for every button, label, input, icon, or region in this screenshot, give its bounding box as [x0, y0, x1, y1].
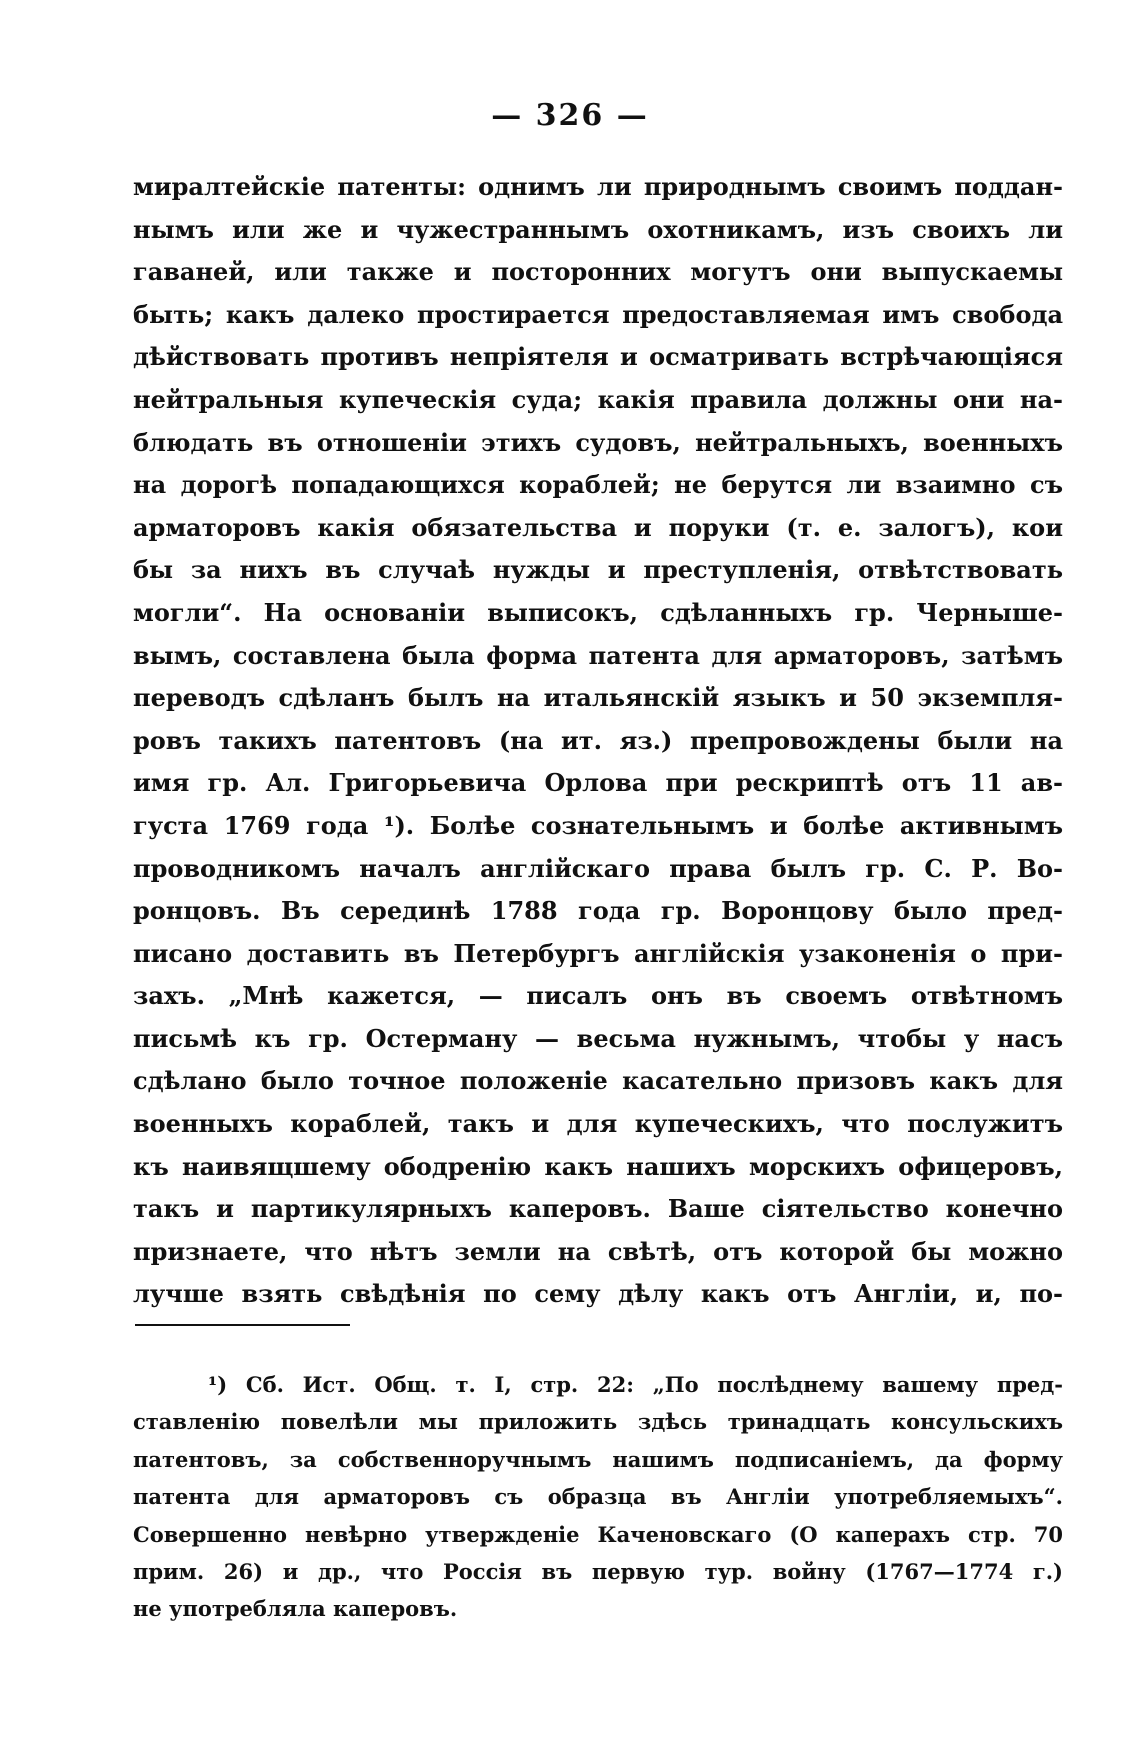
- page-number: — 326 —: [491, 98, 649, 133]
- main-text-body: [133, 166, 1063, 1316]
- text-line: имя гр. Ал. Григорьевича Орлова при рескриптѣ отъ 11 ав-: [133, 768, 1063, 798]
- text-line: блюдать въ отношеніи этихъ судовъ, нейтральныхъ, военныхъ: [133, 427, 1063, 457]
- text-line: арматоровъ какія обязательства и поруки (т. е. залогъ), кои: [133, 512, 1063, 542]
- text-line: проводникомъ началъ англійскаго права былъ гр. С. Р. Во-: [133, 853, 1063, 883]
- text-line: лучше взять свѣдѣнія по сему дѣлу какъ отъ Англіи, и, по-: [133, 1279, 1063, 1309]
- text-line: признаете, что нѣтъ земли на свѣтѣ, отъ которой бы можно: [133, 1236, 1063, 1266]
- text-line: нейтральныя купеческія суда; какія правила должны они на-: [133, 384, 1063, 414]
- text-line: дѣйствовать противъ непріятеля и осматривать встрѣчающіяся: [133, 342, 1063, 372]
- text-line: ровъ такихъ патентовъ (на ит. яз.) препровождены были на: [133, 725, 1063, 755]
- text-line: письмѣ къ гр. Остерману — весьма нужнымъ, чтобы у насъ: [133, 1023, 1063, 1053]
- text-line: быть; какъ далеко простирается предоставляемая имъ свобода: [133, 299, 1063, 329]
- text-line: гаваней, или также и посторонних могутъ они выпускаемы: [133, 257, 1063, 287]
- text-line: нымъ или же и чужестраннымъ охотникамъ, изъ своихъ ли: [133, 214, 1063, 244]
- text-line: вымъ, составлена была форма патента для арматоровъ, затѣмъ: [133, 640, 1063, 670]
- footnote-line: ставленію повелѣли мы приложить здѣсь тринадцать консульскихъ: [133, 1409, 1063, 1435]
- footnote-line: прим. 26) и др., что Россія въ первую тур. войну (1767—1774 г.): [133, 1558, 1063, 1584]
- footnote-line: ¹) Сб. Ист. Общ. т. I, стр. 22: „По послѣднему вашему пред-: [208, 1372, 1063, 1397]
- text-line: писано доставить въ Петербургъ англійскія узаконенія о при-: [133, 938, 1063, 968]
- footnote-line: не употребляла каперовъ.: [133, 1596, 458, 1622]
- text-line: могли“. На основаніи выписокъ, сдѣланныхъ гр. Чернышe-: [133, 597, 1063, 627]
- text-line: военныхъ кораблей, такъ и для купеческихъ, что послужитъ: [133, 1109, 1063, 1139]
- text-line: ронцовъ. Въ серединѣ 1788 года гр. Воронцову было пред-: [133, 896, 1063, 926]
- text-line: захъ. „Мнѣ кажется, — писалъ онъ въ своемъ отвѣтномъ: [133, 981, 1063, 1011]
- text-line: переводъ сдѣланъ былъ на итальянскій языкъ и 50 экземпля-: [133, 683, 1063, 713]
- text-line: къ наивящшему ободренію какъ нашихъ морскихъ офицеровъ,: [133, 1151, 1063, 1181]
- footnote-separator: [135, 1324, 350, 1326]
- text-line: бы за нихъ въ случаѣ нужды и преступленія, отвѣтствовать: [133, 555, 1063, 585]
- footnote-line: Совершенно невѣрно утвержденіе Каченовскаго (О каперахъ стр. 70: [133, 1521, 1063, 1547]
- footnote: [133, 1366, 1063, 1628]
- text-line: на дорогѣ попадающихся кораблей; не берутся ли взаимно съ: [133, 470, 1063, 500]
- text-line: такъ и партикулярныхъ каперовъ. Ваше сіятельство конечно: [133, 1194, 1063, 1224]
- text-line: миралтейскіе патенты: однимъ ли природнымъ своимъ поддан-: [133, 172, 1063, 201]
- text-line: густа 1769 года ¹). Болѣе сознательнымъ и болѣе активнымъ: [133, 810, 1063, 840]
- footnote-line: патента для арматоровъ съ образца въ Англіи употребляемыхъ“.: [133, 1484, 1063, 1510]
- text-line: сдѣлано было точное положеніе касательно призовъ какъ для: [133, 1066, 1063, 1096]
- footnote-line: патентовъ, за собственноручнымъ нашимъ подписаніемъ, да форму: [133, 1446, 1063, 1472]
